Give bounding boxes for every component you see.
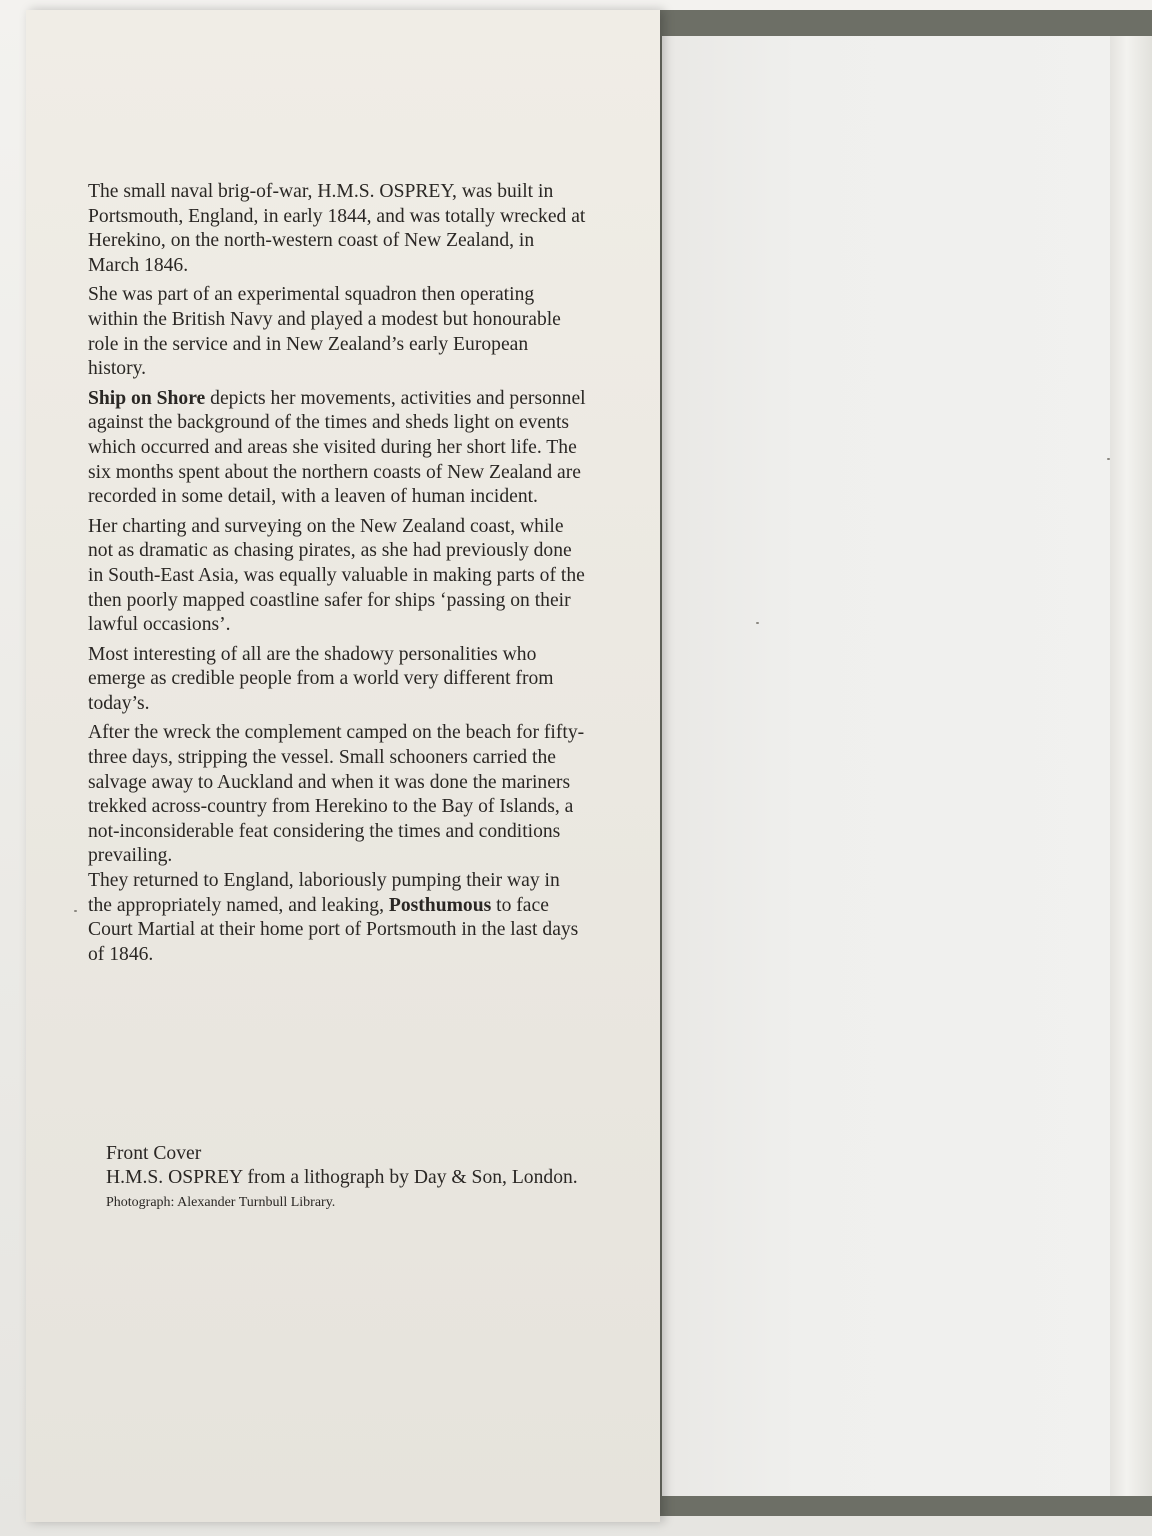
blurb-paragraph-5: Most interesting of all are the shadowy personalities who emerge as credible people from a world very different from today’s. <box>88 643 554 714</box>
blurb-text <box>88 180 588 972</box>
ship-name-bold: Posthumous <box>388 894 492 916</box>
paper-speck <box>756 622 759 624</box>
credits-heading: Front Cover <box>106 1143 202 1164</box>
blurb-paragraph-2: She was part of an experimental squadron then operating within the British Navy and played a modest but honourable role in the service and in New Zealand’s early European history. <box>88 284 561 380</box>
blurb-paragraph-7: They returned to England, laboriously pumping their way in the appropriately named, and leaking, Posthumous to face Court Martial at their home port of Portsmouth in the last days of 1846. <box>88 870 579 965</box>
blurb-paragraph-6: After the wreck the complement camped on the beach for fifty-three days, stripping the vessel. Small schooners carried the salvage away to Auckland and when it was done the mariners trekked across-country from Herekino to the Bay of Islands, a not-inconsiderable feat considering the times and conditions prevailing. <box>88 722 585 867</box>
blurb-paragraph-3: Ship on Shore depicts her movements, activities and personnel against the background of the times and sheds light on events which occurred and areas she visited during her short life. The six months spent about the northern coasts of New Zealand are recorded in some detail, with a leaven of human incident. <box>88 387 586 508</box>
cover-credits <box>106 1142 596 1213</box>
book-endpaper <box>662 36 1112 1496</box>
photo-credit: Photograph: Alexander Turnbull Library. <box>106 1195 336 1210</box>
paper-speck <box>74 910 77 912</box>
book-page-edge <box>1110 36 1152 1496</box>
paper-speck <box>1107 458 1110 460</box>
book-title-bold: Ship on Shore <box>88 387 206 409</box>
blurb-paragraph-4: Her charting and surveying on the New Zealand coast, while not as dramatic as chasing pirates, as she had previously done in South-East Asia, was equally valuable in making parts of the then poorly mapped coastline safer for ships ‘passing on their lawful occasions’. <box>88 515 585 636</box>
credits-caption: H.M.S. OSPREY from a lithograph by Day & Son, London. <box>106 1167 578 1188</box>
blurb-paragraph-1: The small naval brig-of-war, H.M.S. OSPREY, was built in Portsmouth, England, in early 1844, and was totally wrecked at Herekino, on the north-western coast of New Zealand, in March 1846. <box>88 181 586 276</box>
